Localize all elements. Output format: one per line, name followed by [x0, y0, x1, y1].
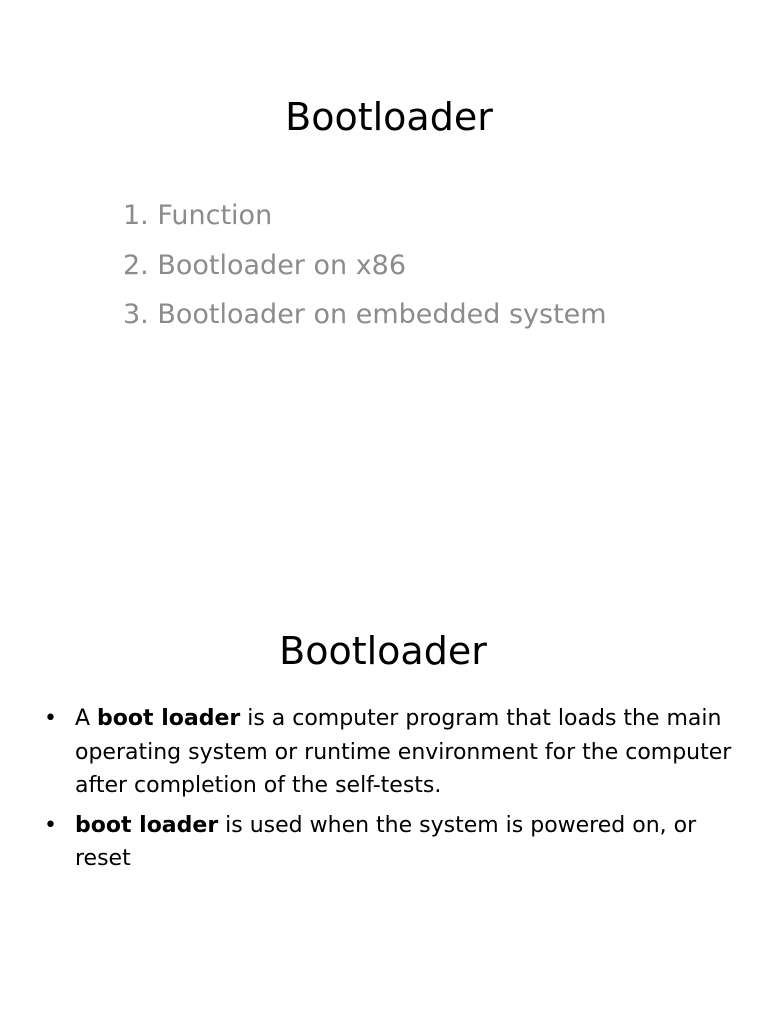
- bullet-list: [44, 702, 744, 882]
- bullet-text-bold: boot loader: [75, 812, 219, 838]
- bullet-text-bold: boot loader: [97, 706, 241, 731]
- bullet-icon: •: [44, 706, 57, 731]
- agenda-item: 1. Function: [123, 200, 273, 231]
- agenda-item: 2. Bootloader on x86: [123, 249, 407, 281]
- bullet-text-post: is used when the system is powered on, or reset: [75, 812, 697, 871]
- bullet-icon: •: [44, 812, 57, 838]
- slide-title: Bootloader: [285, 95, 493, 139]
- bullet-text-pre: A: [75, 706, 98, 731]
- bullet-item: [44, 702, 744, 803]
- agenda-list: [123, 191, 607, 340]
- bullet-item: [44, 809, 744, 876]
- agenda-item: 3. Bootloader on embedded system: [123, 299, 607, 330]
- slide-title: Bootloader: [279, 629, 487, 673]
- bullet-text-post: is a computer program that loads the main operating system or runtime environment for the computer after completion of the self-tests.: [75, 706, 732, 798]
